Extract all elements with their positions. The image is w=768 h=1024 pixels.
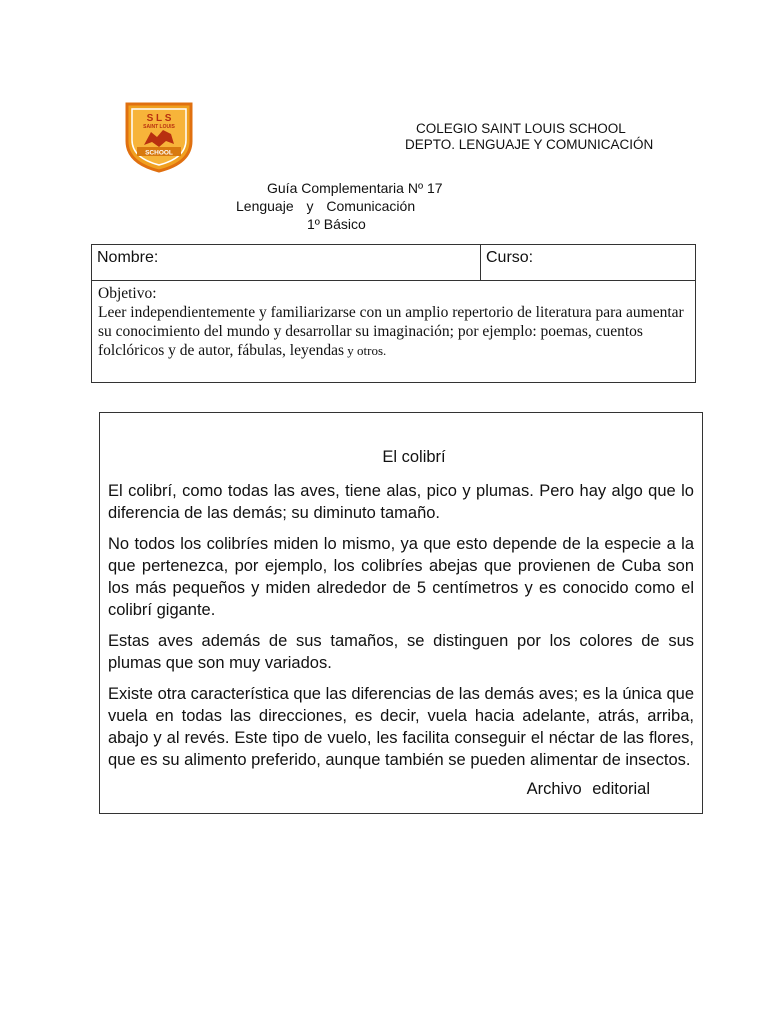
student-info-table	[91, 244, 696, 383]
school-header	[380, 121, 700, 153]
guide-title-block	[220, 179, 460, 233]
objective-cell	[92, 281, 696, 383]
reading-paragraph-2: No todos los colibríes miden lo mismo, ya que esto depende de la especie a la que pertenezca, por ejemplo, los colibríes abejas que provienen de Cuba son los más pequeños y miden alrededor de 5 centímetros y es conocido como el colibrí gigante.	[108, 535, 694, 619]
guide-grade: 1º Básico	[307, 216, 366, 232]
department-name: DEPTO. LENGUAJE Y COMUNICACIÓN	[405, 137, 654, 152]
logo-arc-text: SAINT LOUIS	[143, 124, 175, 130]
logo-initials: S L S	[146, 113, 172, 124]
reading-paragraph-3: Estas aves además de sus tamaños, se distinguen por los colores de sus plumas que son muy variados.	[108, 632, 694, 672]
reading-title: El colibrí	[382, 448, 446, 466]
reading-paragraph-1: El colibrí, como todas las aves, tiene alas, pico y plumas. Pero hay algo que lo diferencia de las demás; su diminuto tamaño.	[108, 482, 694, 522]
name-cell[interactable]	[92, 245, 481, 281]
course-cell[interactable]	[481, 245, 696, 281]
reading-source: Archivo editorial	[526, 780, 650, 798]
objective-tail: y otros.	[344, 343, 387, 358]
course-label: Curso:	[486, 249, 534, 266]
school-crest-icon	[124, 101, 194, 173]
logo-bottom-text: SCHOOL	[145, 149, 173, 157]
school-logo	[124, 101, 194, 173]
reading-box	[99, 412, 703, 814]
school-name: COLEGIO SAINT LOUIS SCHOOL	[416, 121, 626, 136]
objective-text: Leer independientemente y familiarizarse con un amplio repertorio de literatura para aumentar su conocimiento del mundo y desarrollar su imaginación; por ejemplo: poemas, cuentos folclóricos y de autor, fábulas, leyendas y otros.	[98, 304, 684, 359]
guide-title: Guía Complementaria Nº 17	[267, 180, 443, 196]
name-label: Nombre:	[97, 249, 159, 266]
objective-label: Objetivo:	[98, 285, 157, 302]
reading-paragraph-4: Existe otra característica que las diferencias de las demás aves; es la única que vuela en todas las direcciones, es decir, vuela hacia adelante, atrás, arriba, abajo y al revés. Este tipo de vuelo, les facilita conseguir el néctar de las flores, que es su alimento preferido, aunque también se pueden alimentar de insectos.	[108, 685, 694, 769]
guide-subject: Lenguaje y Comunicación	[236, 198, 416, 214]
